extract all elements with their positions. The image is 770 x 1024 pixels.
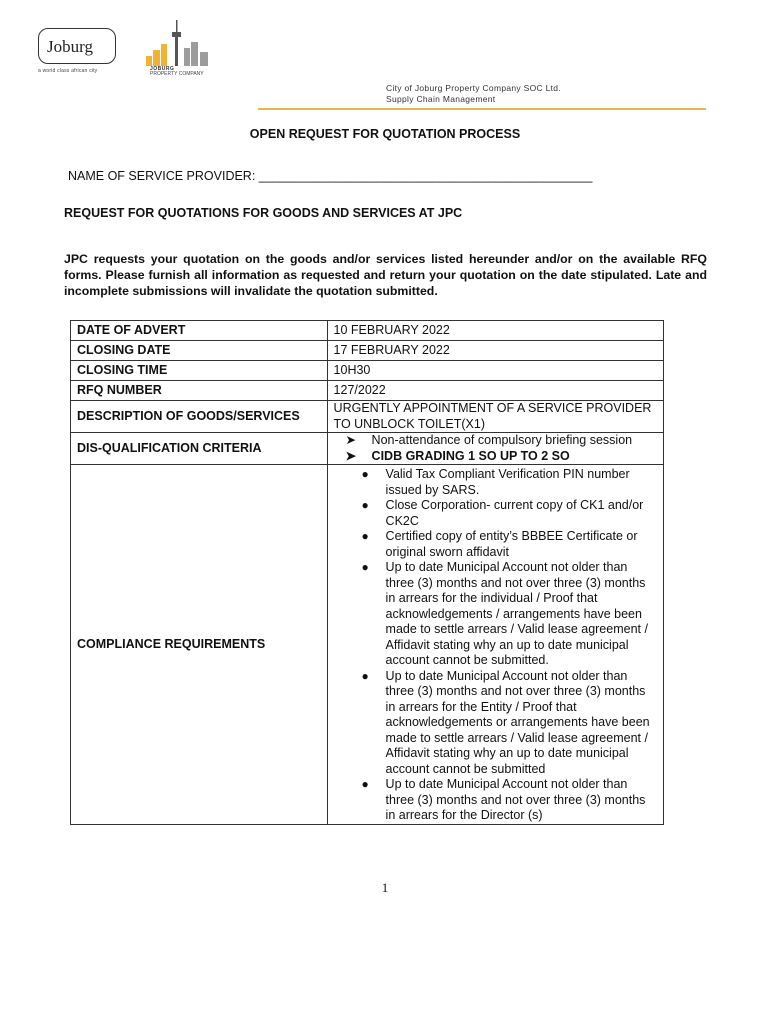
compliance-value	[327, 465, 663, 825]
bullet-icon: ●	[361, 777, 369, 791]
list-item	[334, 433, 657, 449]
disqualification-value	[327, 433, 663, 465]
list-item	[334, 498, 657, 529]
list-item	[334, 669, 657, 778]
compliance-item: Close Corporation- current copy of CK1 and/or CK2C	[385, 498, 644, 528]
table-row	[71, 341, 664, 361]
compliance-label: COMPLIANCE REQUIREMENTS	[71, 465, 328, 825]
jpc-logo-line1: JOBURG	[150, 66, 175, 72]
bullet-icon: ●	[361, 498, 369, 512]
table-row	[71, 465, 664, 825]
page-number: 1	[381, 880, 389, 895]
closing-date-value: 17 FEBRUARY 2022	[327, 341, 663, 361]
rfq-number-label: RFQ NUMBER	[71, 381, 328, 401]
department-name: Supply Chain Management	[386, 94, 496, 104]
bullet-icon: ●	[361, 668, 369, 683]
table-row	[71, 381, 664, 401]
rfq-details-table	[70, 320, 664, 825]
closing-time-value: 10H30	[327, 361, 663, 381]
joburg-tagline: a world class african city	[38, 68, 98, 74]
closing-time-label: CLOSING TIME	[71, 361, 328, 381]
list-item	[334, 560, 657, 669]
bullet-icon: ●	[361, 467, 369, 481]
rfq-heading: REQUEST FOR QUOTATIONS FOR GOODS AND SERVICES AT JPC	[64, 206, 463, 220]
compliance-item: Up to date Municipal Account not older than three (3) months and not over three (3) months in arrears for the individual / Proof that acknowledgements / arrangements have been made to settle arrears / Valid lease agreement / Affidavit stating why an up to date municipal account cannot be submitted.	[385, 560, 648, 667]
compliance-item: Valid Tax Compliant Verification PIN number issued by SARS.	[385, 467, 630, 497]
description-label: DESCRIPTION OF GOODS/SERVICES	[71, 401, 328, 433]
date-of-advert-value: 10 FEBRUARY 2022	[327, 321, 663, 341]
list-item	[334, 529, 657, 560]
disqualification-item: Non-attendance of compulsory briefing session	[371, 433, 633, 447]
company-block	[386, 83, 561, 105]
description-value: URGENTLY APPOINTMENT OF A SERVICE PROVIDER TO UNBLOCK TOILET(X1)	[327, 401, 663, 433]
compliance-item: Up to date Municipal Account not older than three (3) months and not over three (3) months in arrears for the Director (s)	[385, 777, 646, 822]
compliance-item: Certified copy of entity’s BBBEE Certificate or original sworn affidavit	[385, 529, 638, 559]
table-row	[71, 401, 664, 433]
table-row	[71, 361, 664, 381]
service-provider-line: NAME OF SERVICE PROVIDER: ________________________________________________	[68, 169, 593, 183]
bullet-icon: ●	[361, 560, 369, 574]
intro-paragraph: JPC requests your quotation on the goods and/or services listed hereunder and/or on the available RFQ forms. Please furnish all information as requested and return your quotation on the date stipulated. Late and incomplete submissions will invalidate the quotation submitted.	[64, 252, 707, 298]
joburg-logo	[38, 28, 116, 64]
bullet-icon: ●	[361, 529, 369, 543]
arrow-bullet-icon: ➤	[345, 433, 357, 447]
document-title: OPEN REQUEST FOR QUOTATION PROCESS	[249, 127, 521, 141]
compliance-list	[334, 467, 657, 824]
table-row	[71, 433, 664, 465]
header-divider	[258, 108, 706, 110]
disqualification-item: CIDB GRADING 1 SO UP TO 2 SO	[371, 448, 570, 463]
compliance-item: Up to date Municipal Account not older than three (3) months and not over three (3) months in arrears for the Entity / Proof that acknowledgements or arrangements have been made to settle arrears / Valid lease agreement / Affidavit stating why an up to date municipal account cannot be submitted	[385, 668, 650, 776]
rfq-number-value: 127/2022	[327, 381, 663, 401]
disqualification-list	[334, 433, 657, 464]
date-of-advert-label: DATE OF ADVERT	[71, 321, 328, 341]
list-item	[334, 467, 657, 498]
company-name: City of Joburg Property Company SOC Ltd.	[386, 83, 561, 93]
jpc-logo-line2: PROPERTY COMPANY	[150, 71, 204, 77]
table-row	[71, 321, 664, 341]
list-item	[334, 777, 657, 824]
closing-date-label: CLOSING DATE	[71, 341, 328, 361]
disqualification-label: DIS-QUALIFICATION CRITERIA	[71, 433, 328, 465]
list-item	[334, 449, 657, 465]
arrow-bullet-icon: ➤	[345, 448, 357, 463]
joburg-logo-text: Joburg	[47, 37, 93, 56]
